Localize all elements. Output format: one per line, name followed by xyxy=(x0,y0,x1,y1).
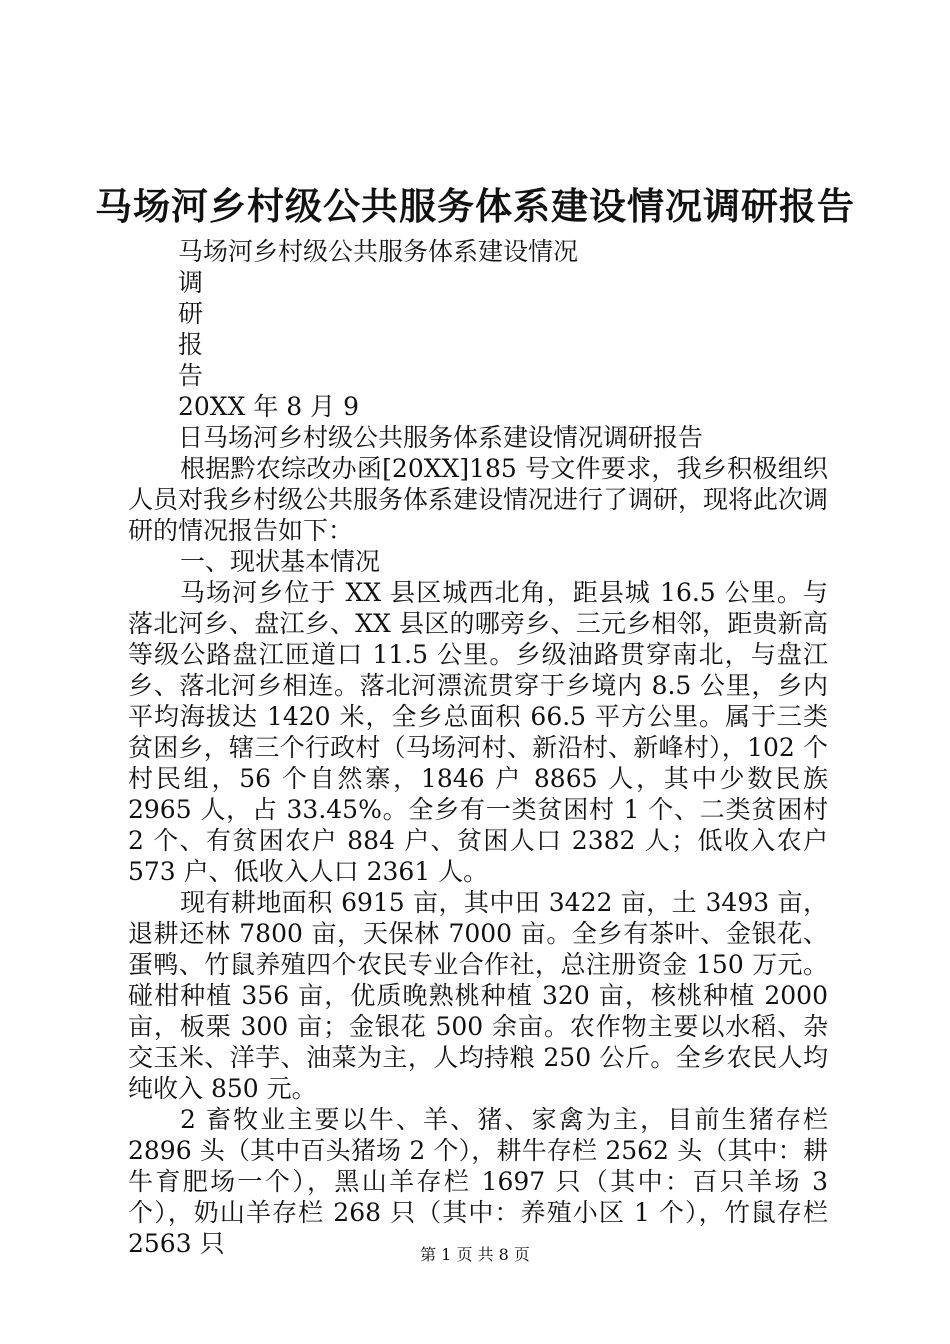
report-heading-line: 日马场河乡村级公共服务体系建设情况调研报告 xyxy=(178,423,704,452)
intro-paragraph: 根据黔农综改办函[20XX]185 号文件要求，我乡积极组织人员对我乡村级公共服务体系建设情况进行了调研，现将此次调研的情况报告如下： xyxy=(128,454,829,545)
document-title: 马场河乡村级公共服务体系建设情况调研报告 xyxy=(95,185,855,228)
subtitle-line: 研 xyxy=(178,299,204,328)
page-footer: 第 1 页 共 8 页 xyxy=(420,1245,530,1264)
overview-paragraph: 马场河乡位于 XX 县区城西北角，距县城 16.5 公里。与落北河乡、盘江乡、XX 县区的哪旁乡、三元乡相邻，距贵新高等级公路盘江匝道口 11.5 公里。乡级油路贯穿南北，与盘江乡、落北河乡相连。落北河漂流贯穿于乡境内 8.5 公里，乡内平均海拔达 1420 米，全乡总面积 66.5 平方公里。属于三类贫困乡，辖三个行政村（马场河村、新沿村、新峰村），102 个村民组，56 个自然寨，1846 户 8865 人，其中少数民族 2965 人，占 33.45%。全乡有一类贫困村 1 个、二类贫困村 2 个、有贫困农户 884 户、贫困人口 2382 人；低收入农户 573 户、低收入人口 2361 人。 xyxy=(128,578,828,886)
subtitle-line: 马场河乡村级公共服务体系建设情况 xyxy=(178,237,579,266)
livestock-paragraph: 2 畜牧业主要以牛、羊、猪、家禽为主，目前生猪存栏 2896 头（其中百头猪场 2 个），耕牛存栏 2562 头（其中：耕牛育肥场一个），黑山羊存栏 1697 只（其中：百只羊场 3 个），奶山羊存栏 268 只（其中：养殖小区 1 个），竹鼠存栏 2563 只 xyxy=(128,1105,828,1258)
date-line: 20XX 年 8 月 9 xyxy=(178,392,360,421)
farmland-paragraph: 现有耕地面积 6915 亩，其中田 3422 亩，土 3493 亩，退耕还林 7800 亩，天保林 7000 亩。全乡有茶叶、金银花、蛋鸭、竹鼠养殖四个农民专业合作社，总注册资金 150 万元。碰柑种植 356 亩，优质晚熟桃种植 320 亩，核桃种植 2000 亩，板栗 300 亩；金银花 500 余亩。农作物主要以水稻、杂交玉米、洋芋、油菜为主，人均持粮 250 公斤。全乡农民人均纯收入 850 元。 xyxy=(128,888,828,1103)
subtitle-line: 告 xyxy=(178,361,204,390)
document-body xyxy=(128,236,828,1259)
subtitle-line: 调 xyxy=(178,268,204,297)
section-heading: 一、现状基本情况 xyxy=(180,547,381,576)
subtitle-line: 报 xyxy=(178,330,204,359)
